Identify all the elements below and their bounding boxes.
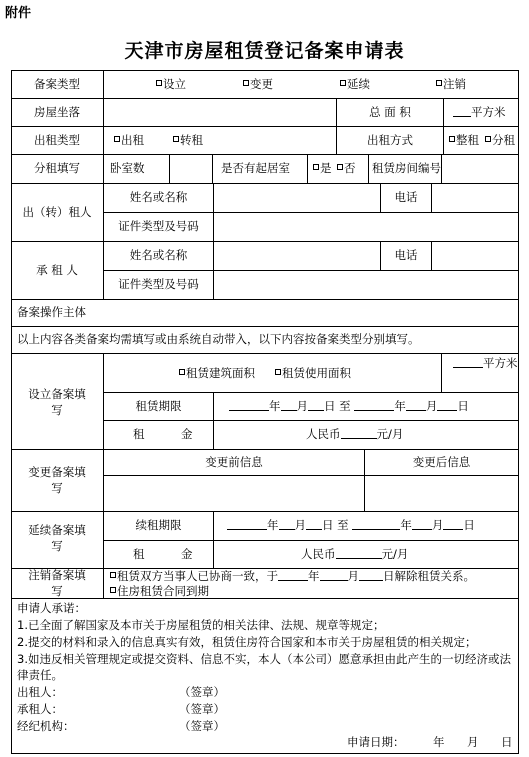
annex-label: 附件 — [5, 6, 32, 21]
cancel-contract-expired-checkbox[interactable]: 住房租赁合同到期 — [110, 583, 209, 599]
change-section-label: 变更备案填写 — [28, 465, 86, 495]
change-before-field[interactable] — [104, 476, 363, 510]
living-room-yes-checkbox[interactable]: 是 — [313, 160, 332, 176]
promise-item-1: 1.已全面了解国家及本市关于房屋租赁的相关法律、法规、规章等规定； — [17, 618, 385, 632]
rental-type-label: 出租类型 — [34, 133, 80, 147]
establish-rent-field[interactable]: 人民币 元/月 — [306, 427, 404, 441]
rental-method-whole-checkbox[interactable]: 整租 — [449, 132, 479, 148]
record-type-cancel-checkbox[interactable]: 注销 — [436, 76, 466, 92]
property-location-label: 房屋坐落 — [34, 105, 80, 119]
total-area-field[interactable]: 平方米 — [453, 104, 506, 120]
apply-date-label: 申请日期： — [347, 735, 405, 749]
signer-lessor-seal[interactable]: （签章） — [179, 685, 225, 699]
promise-item-3: 3.如违反相关管理规定或提交资料、信息不实，本人（本公司）愿意承担由此产生的一切经济或法律责任。 — [17, 652, 511, 682]
rental-type-sublease-checkbox[interactable]: 转租 — [173, 132, 203, 148]
rental-type-lease-checkbox[interactable]: 出租 — [114, 132, 144, 148]
establish-period-label: 租赁期限 — [135, 399, 182, 413]
operator-label: 备案操作主体 — [17, 305, 86, 319]
bedroom-count-label: 卧室数 — [110, 161, 145, 175]
signer-agency-seal[interactable]: （签章） — [179, 719, 225, 733]
record-type-label: 备案类型 — [34, 77, 80, 91]
signer-lessee-seal[interactable]: （签章） — [179, 702, 225, 716]
cancel-agreement-checkbox[interactable]: 租赁双方当事人已协商一致，于 年 月 日解除租赁关系。 — [110, 568, 475, 584]
rental-method-label: 出租方式 — [367, 133, 413, 147]
change-after-label: 变更后信息 — [412, 455, 471, 469]
record-type-change-checkbox[interactable]: 变更 — [243, 76, 273, 92]
signer-lessee-label: 承租人： — [17, 702, 63, 716]
establish-section-label: 设立备案填写 — [28, 387, 86, 417]
operator-field[interactable] — [104, 300, 517, 325]
lessor-id-field[interactable] — [214, 213, 517, 240]
renewal-period-label: 续租期限 — [135, 518, 182, 532]
establish-rent-label: 租 金 — [133, 427, 193, 441]
apply-date-month: 月 — [467, 735, 479, 749]
room-number-field[interactable] — [442, 155, 517, 182]
lessor-name-label: 姓名或名称 — [129, 190, 188, 204]
change-after-field[interactable] — [365, 476, 517, 510]
living-room-no-checkbox[interactable]: 否 — [337, 160, 356, 176]
change-before-label: 变更前信息 — [205, 455, 263, 469]
renewal-section-label: 延续备案填写 — [28, 523, 86, 553]
bedroom-count-field[interactable] — [170, 155, 211, 182]
apply-date-day: 日 — [501, 735, 513, 749]
lessor-section-label: 出（转）租人 — [22, 205, 92, 219]
signer-agency-label: 经纪机构： — [17, 719, 75, 733]
signer-lessor-label: 出租人： — [17, 685, 63, 699]
promise-item-2: 2.提交的材料和录入的信息真实有效，租赁住房符合国家和本市关于房屋租赁的相关规定； — [17, 635, 477, 649]
establish-period-field[interactable]: 年 月 日 至 年 月 日 — [229, 398, 469, 414]
lessor-name-field[interactable] — [214, 184, 379, 211]
lessee-phone-label: 电话 — [394, 248, 418, 262]
living-room-label: 是否有起居室 — [221, 161, 290, 175]
use-area-checkbox[interactable]: 租赁使用面积 — [275, 365, 351, 381]
lessee-id-field[interactable] — [214, 271, 517, 298]
application-form-table — [11, 70, 519, 754]
lessee-section-label: 承 租 人 — [36, 263, 78, 277]
cancel-section-label: 注销备案填写 — [28, 568, 86, 598]
rental-method-shared-checkbox[interactable]: 分租 — [485, 132, 515, 148]
establish-area-field[interactable]: 平方米 — [453, 355, 518, 371]
lessee-name-label: 姓名或名称 — [129, 248, 188, 262]
lessee-phone-field[interactable] — [432, 242, 517, 269]
lessor-phone-label: 电话 — [394, 190, 418, 204]
room-number-label: 租赁房间编号 — [372, 161, 441, 175]
instruction-note: 以上内容各类备案均需填写或由系统自动带入，以下内容按备案类型分别填写。 — [17, 332, 420, 346]
total-area-label: 总 面 积 — [369, 105, 411, 119]
lessor-id-label: 证件类型及号码 — [118, 219, 199, 233]
lessee-name-field[interactable] — [214, 242, 379, 269]
form-title: 天津市房屋租赁登记备案申请表 — [124, 40, 405, 62]
promise-title: 申请人承诺： — [17, 601, 86, 615]
apply-date-year: 年 — [433, 735, 445, 749]
renewal-rent-label: 租 金 — [133, 547, 193, 561]
renewal-period-field[interactable]: 年 月 日 至 年 月 日 — [227, 517, 475, 533]
sublet-section-label: 分租填写 — [34, 161, 80, 175]
lessor-phone-field[interactable] — [432, 184, 517, 211]
property-location-field[interactable] — [104, 99, 335, 126]
renewal-rent-field[interactable]: 人民币 元/月 — [301, 547, 409, 561]
lessee-id-label: 证件类型及号码 — [118, 277, 199, 291]
record-type-renewal-checkbox[interactable]: 延续 — [340, 76, 370, 92]
record-type-establish-checkbox[interactable]: 设立 — [156, 76, 186, 92]
build-area-checkbox[interactable]: 租赁建筑面积 — [179, 365, 255, 381]
